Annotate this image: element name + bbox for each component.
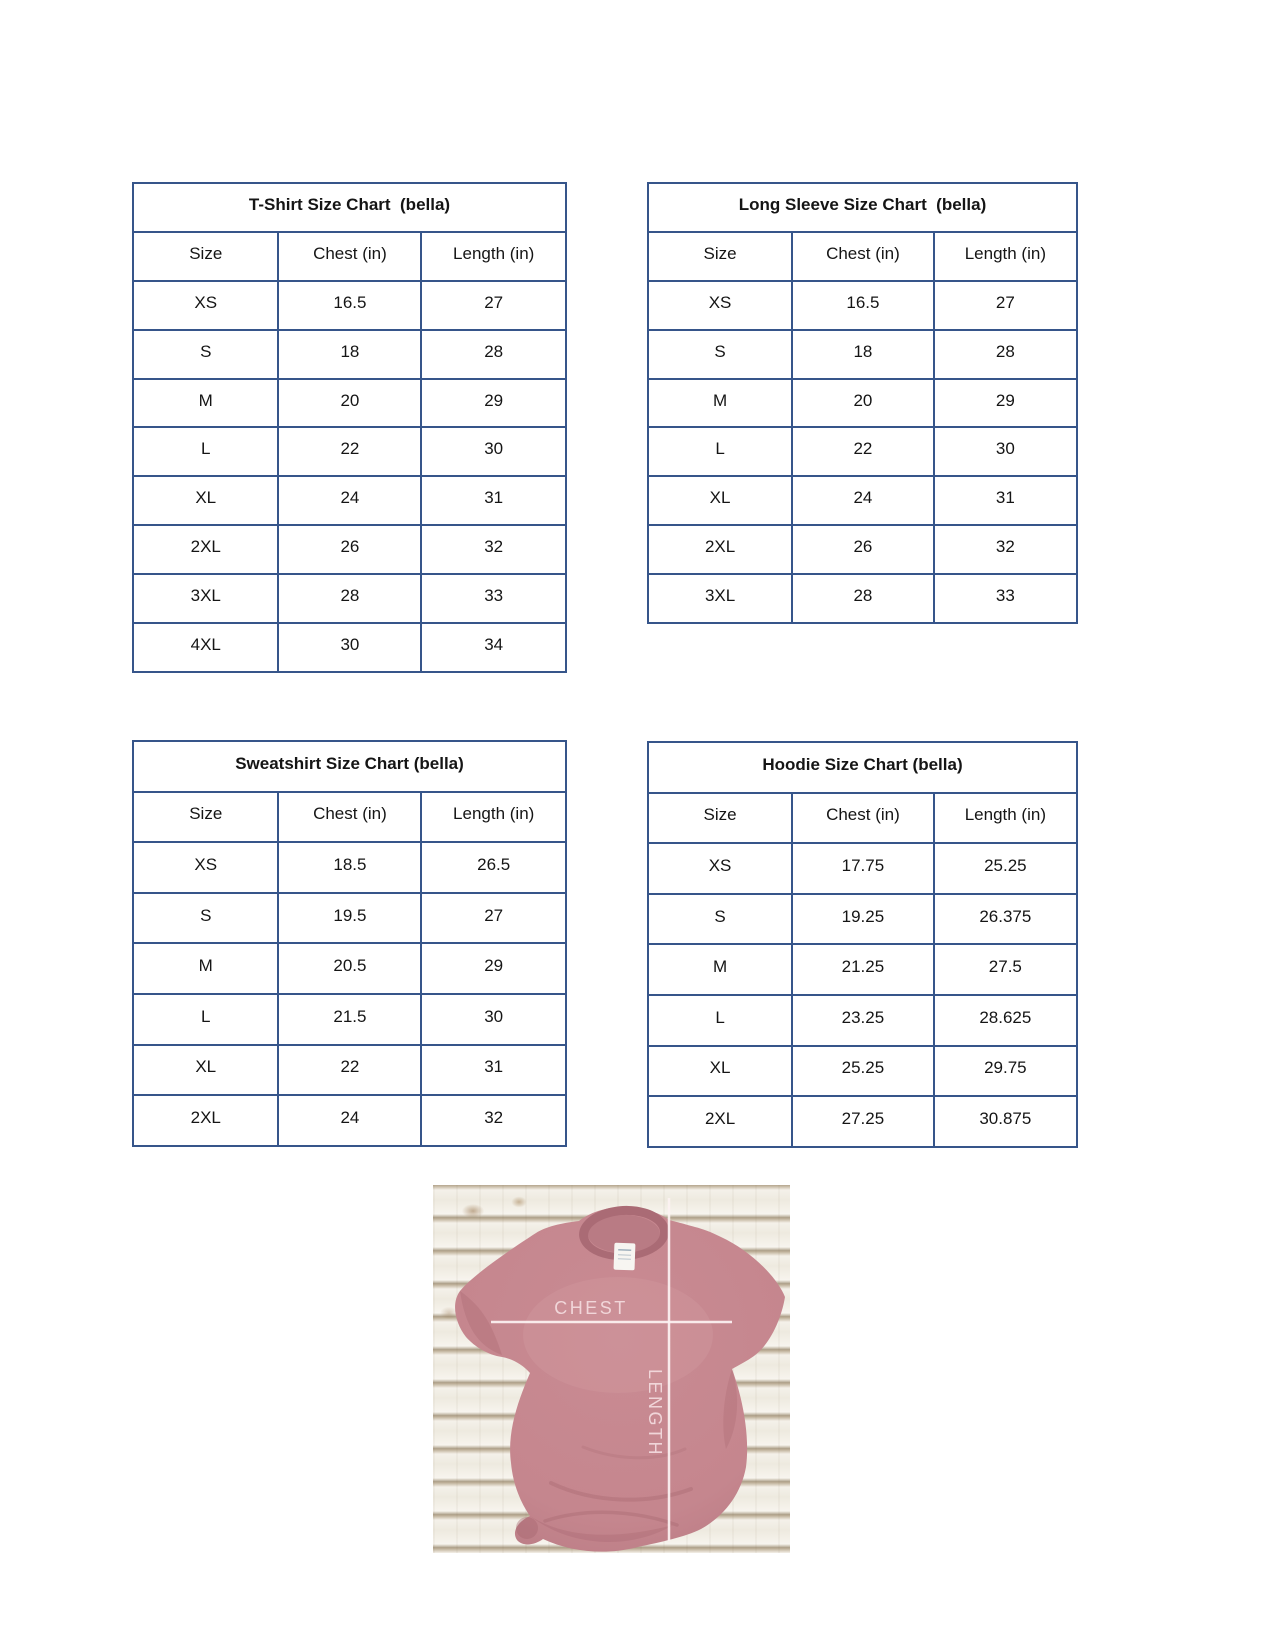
size-cell: XL (648, 1046, 792, 1097)
size-cell: L (133, 994, 278, 1045)
longsleeve-row-xl (648, 476, 1077, 525)
size-cell: S (648, 330, 792, 379)
hoodie-row-s (648, 894, 1077, 945)
chest-cell: 25.25 (792, 1046, 934, 1097)
hoodie-header-chest: Chest (in) (792, 793, 934, 844)
size-cell: S (133, 893, 278, 944)
hoodie-row-xs (648, 843, 1077, 894)
length-cell: 30 (934, 427, 1077, 476)
size-cell: XS (133, 281, 278, 330)
hoodie-header-size: Size (648, 793, 792, 844)
size-cell: 4XL (133, 623, 278, 672)
length-cell: 29.75 (934, 1046, 1077, 1097)
length-cell: 26.5 (421, 842, 566, 893)
chest-cell: 30 (278, 623, 421, 672)
chest-cell: 19.5 (278, 893, 421, 944)
chest-highlight-graphic (523, 1277, 713, 1393)
sweatshirt-row-l (133, 994, 566, 1045)
size-cell: XL (133, 1045, 278, 1096)
length-cell: 30 (421, 427, 566, 476)
sweatshirt-size-table (132, 740, 567, 1147)
sweatshirt-row-xl (133, 1045, 566, 1096)
chest-cell: 20.5 (278, 943, 421, 994)
chest-cell: 26 (278, 525, 421, 574)
hoodie-row-xl (648, 1046, 1077, 1097)
chest-cell: 18 (792, 330, 934, 379)
length-cell: 28.625 (934, 995, 1077, 1046)
chest-cell: 18.5 (278, 842, 421, 893)
size-cell: XS (648, 281, 792, 330)
tshirt-mockup-graphic (433, 1185, 790, 1553)
size-cell: S (648, 894, 792, 945)
longsleeve-row-2xl (648, 525, 1077, 574)
hoodie-header-length: Length (in) (934, 793, 1077, 844)
longsleeve-header-chest: Chest (in) (792, 232, 934, 281)
tshirt-header-size: Size (133, 232, 278, 281)
sweatshirt-table-title: Sweatshirt Size Chart (bella) (133, 741, 566, 792)
chest-cell: 21.25 (792, 944, 934, 995)
chest-cell: 26 (792, 525, 934, 574)
chest-cell: 17.75 (792, 843, 934, 894)
size-cell: M (133, 943, 278, 994)
chest-cell: 24 (792, 476, 934, 525)
sweatshirt-row-2xl (133, 1095, 566, 1146)
chest-cell: 20 (792, 379, 934, 428)
sweatshirt-row-m (133, 943, 566, 994)
hoodie-size-table (647, 741, 1078, 1148)
length-cell: 30.875 (934, 1096, 1077, 1147)
length-cell: 31 (934, 476, 1077, 525)
sweatshirt-header-size: Size (133, 792, 278, 843)
tshirt-row-xl (133, 476, 566, 525)
sweatshirt-row-s (133, 893, 566, 944)
length-cell: 27 (421, 893, 566, 944)
chest-label: CHEST (554, 1298, 628, 1318)
hoodie-table-title: Hoodie Size Chart (bella) (648, 742, 1077, 793)
size-cell: 2XL (133, 1095, 278, 1146)
sweatshirt-row-xs (133, 842, 566, 893)
sweatshirt-header-length: Length (in) (421, 792, 566, 843)
length-label: LENGTH (645, 1368, 665, 1458)
length-cell: 31 (421, 1045, 566, 1096)
tshirt-header-length: Length (in) (421, 232, 566, 281)
chest-cell: 24 (278, 1095, 421, 1146)
size-cell: 3XL (648, 574, 792, 623)
size-cell: 2XL (648, 1096, 792, 1147)
length-cell: 27.5 (934, 944, 1077, 995)
length-cell: 26.375 (934, 894, 1077, 945)
tshirt-row-s (133, 330, 566, 379)
tshirt-row-xs (133, 281, 566, 330)
longsleeve-header-length: Length (in) (934, 232, 1077, 281)
size-cell: L (648, 427, 792, 476)
length-cell: 29 (421, 943, 566, 994)
chest-cell: 22 (278, 1045, 421, 1096)
hoodie-row-m (648, 944, 1077, 995)
chest-cell: 21.5 (278, 994, 421, 1045)
length-cell: 25.25 (934, 843, 1077, 894)
hoodie-row-2xl (648, 1096, 1077, 1147)
tshirt-size-table (132, 182, 567, 673)
longsleeve-row-xs (648, 281, 1077, 330)
size-cell: XS (133, 842, 278, 893)
longsleeve-row-m (648, 379, 1077, 428)
chest-cell: 28 (792, 574, 934, 623)
length-cell: 27 (934, 281, 1077, 330)
longsleeve-row-3xl (648, 574, 1077, 623)
chest-cell: 22 (278, 427, 421, 476)
tshirt-row-m (133, 379, 566, 428)
length-cell: 33 (934, 574, 1077, 623)
size-cell: M (133, 379, 278, 428)
size-cell: 2XL (648, 525, 792, 574)
length-cell: 28 (421, 330, 566, 379)
size-cell: XL (133, 476, 278, 525)
tshirt-row-2xl (133, 525, 566, 574)
longsleeve-size-table (647, 182, 1078, 624)
size-cell: L (133, 427, 278, 476)
tshirt-header-chest: Chest (in) (278, 232, 421, 281)
chest-cell: 20 (278, 379, 421, 428)
length-cell: 29 (421, 379, 566, 428)
size-cell: M (648, 379, 792, 428)
size-cell: S (133, 330, 278, 379)
longsleeve-row-s (648, 330, 1077, 379)
neck-tag (614, 1243, 636, 1271)
length-cell: 29 (934, 379, 1077, 428)
length-cell: 31 (421, 476, 566, 525)
length-cell: 32 (421, 1095, 566, 1146)
chest-cell: 22 (792, 427, 934, 476)
longsleeve-header-size: Size (648, 232, 792, 281)
chest-cell: 28 (278, 574, 421, 623)
chest-cell: 16.5 (792, 281, 934, 330)
sweatshirt-header-chest: Chest (in) (278, 792, 421, 843)
chest-cell: 18 (278, 330, 421, 379)
measurement-guide-photo (433, 1185, 790, 1553)
hoodie-row-l (648, 995, 1077, 1046)
length-cell: 32 (421, 525, 566, 574)
length-cell: 30 (421, 994, 566, 1045)
chest-cell: 19.25 (792, 894, 934, 945)
length-cell: 28 (934, 330, 1077, 379)
tshirt-row-4xl (133, 623, 566, 672)
chest-cell: 24 (278, 476, 421, 525)
size-cell: 3XL (133, 574, 278, 623)
size-cell: M (648, 944, 792, 995)
size-cell: 2XL (133, 525, 278, 574)
tshirt-row-3xl (133, 574, 566, 623)
chest-cell: 27.25 (792, 1096, 934, 1147)
chest-cell: 16.5 (278, 281, 421, 330)
tshirt-table-title: T-Shirt Size Chart (bella) (133, 183, 566, 232)
longsleeve-row-l (648, 427, 1077, 476)
size-cell: L (648, 995, 792, 1046)
knot-graphic (516, 1517, 538, 1539)
size-cell: XS (648, 843, 792, 894)
length-cell: 34 (421, 623, 566, 672)
chest-cell: 23.25 (792, 995, 934, 1046)
size-cell: XL (648, 476, 792, 525)
tshirt-row-l (133, 427, 566, 476)
length-cell: 33 (421, 574, 566, 623)
length-cell: 27 (421, 281, 566, 330)
longsleeve-table-title: Long Sleeve Size Chart (bella) (648, 183, 1077, 232)
length-cell: 32 (934, 525, 1077, 574)
